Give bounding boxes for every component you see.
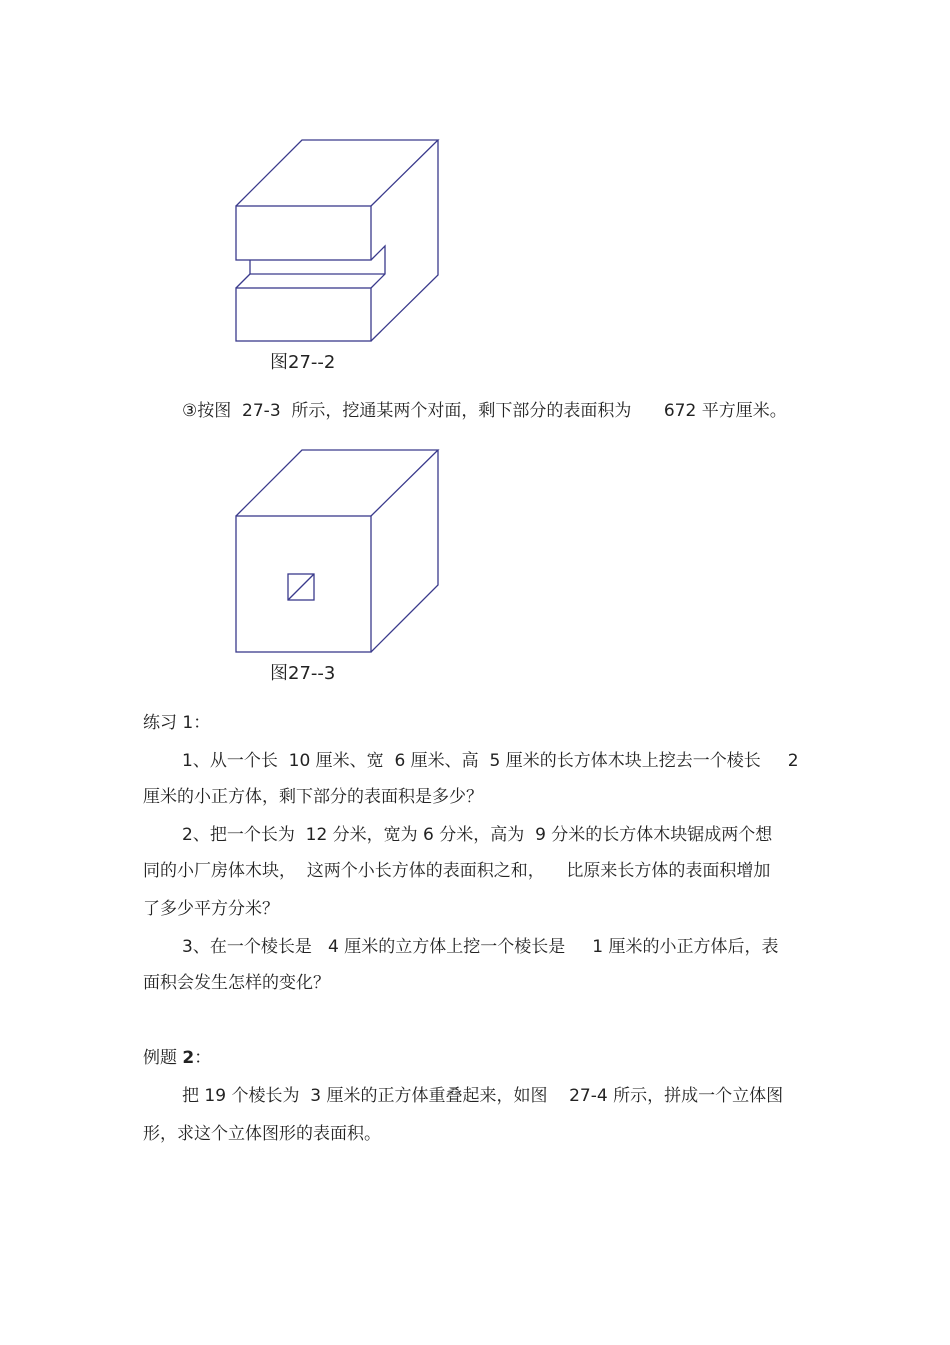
example-2-line-2: 形，求这个立体图形的表面积。: [143, 1124, 381, 1144]
figure-27-3: [230, 446, 450, 661]
figure-27-3-caption: 图27--3: [270, 663, 336, 684]
exercise-1-line-5: 了多少平方分米？: [143, 899, 279, 919]
paragraph-3: ③按图 27-3 所示，挖通某两个对面，剩下部分的表面积为 672 平方厘米。: [182, 401, 787, 421]
example-2-heading-prefix: 例题: [143, 1048, 183, 1068]
top-face: [236, 140, 438, 206]
exercise-1-line-2: 厘米的小正方体，剩下部分的表面积是多少？: [143, 787, 483, 807]
example-2-heading-number: 2: [182, 1048, 195, 1068]
groove-edge: [371, 246, 385, 288]
cube-top-face: [236, 450, 438, 516]
figure-27-2-drawing: [230, 135, 450, 350]
exercise-1-line-3: 2、把一个长为 12 分米，宽为 6 分米，高为 9 分米的长方体木块锯成两个想: [182, 825, 773, 845]
lower-block-front: [236, 288, 371, 341]
right-face: [371, 140, 438, 341]
figure-27-2: [230, 135, 450, 350]
exercise-1-line-4: 同的小厂房体木块， 这两个小长方体的表面积之和， 比原来长方体的表面积增加: [143, 861, 771, 881]
figure-27-2-caption: 图27--2: [270, 352, 336, 373]
lower-block-top-left: [236, 274, 250, 288]
figure-27-3-drawing: [230, 446, 450, 661]
upper-block-front: [236, 206, 371, 260]
exercise-1-line-6: 3、在一个棱长是 4 厘米的立方体上挖一个棱长是 1 厘米的小正方体后，表: [182, 937, 779, 957]
example-2-heading-suffix: ：: [194, 1048, 212, 1068]
exercise-1-line-7: 面积会发生怎样的变化？: [143, 973, 330, 993]
tunnel-diagonal: [288, 574, 314, 600]
exercise-1-heading: 练习 1：: [143, 713, 211, 733]
example-2-line-1: 把 19 个棱长为 3 厘米的正方体重叠起来，如图 27-4 所示，拼成一个立体图: [182, 1086, 784, 1106]
exercise-1-line-1: 1、从一个长 10 厘米、宽 6 厘米、高 5 厘米的长方体木块上挖去一个棱长 2: [182, 751, 799, 771]
example-2-heading: [143, 1047, 211, 1069]
cube-right-face: [371, 450, 438, 652]
